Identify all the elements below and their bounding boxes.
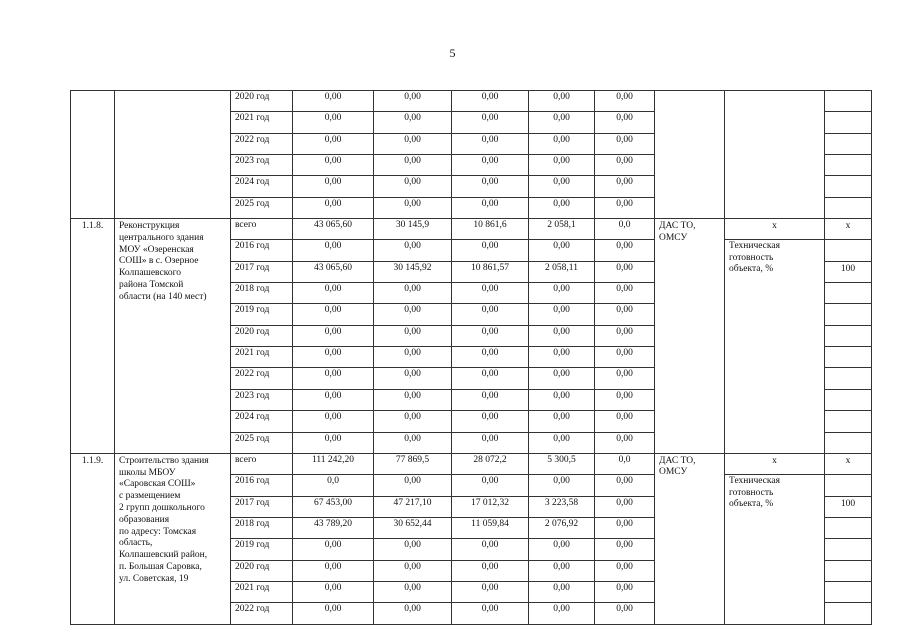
year-cell: всего [231, 219, 293, 240]
value-cell: 10 861,6 [452, 219, 529, 240]
value-cell: 0,00 [452, 411, 529, 432]
year-cell: 2021 год [231, 581, 293, 602]
value-cell: 77 869,5 [374, 453, 452, 474]
value-cell: 0,00 [595, 603, 655, 624]
value-cell: 0,00 [595, 496, 655, 517]
value-cell: 0,00 [293, 347, 374, 368]
value-cell: 0,00 [374, 411, 452, 432]
value-cell: 0,00 [293, 304, 374, 325]
indicator-value-cell [825, 240, 872, 261]
value-cell: 0,00 [452, 475, 529, 496]
indicator-value-cell [825, 155, 872, 176]
table-row [71, 91, 872, 112]
responsible-executor: ДАС ТО, ОМСУ [655, 219, 725, 454]
item-code: 1.1.9. [71, 453, 115, 624]
year-cell: 2021 год [231, 347, 293, 368]
indicator-value-cell [825, 560, 872, 581]
value-cell: 0,00 [374, 603, 452, 624]
indicator-name: Техническая готовность объекта, % [725, 475, 825, 624]
value-cell: 0,00 [529, 347, 595, 368]
value-cell: 3 223,58 [529, 496, 595, 517]
year-cell: 2021 год [231, 112, 293, 133]
value-cell: 0,00 [374, 240, 452, 261]
year-cell: 2017 год [231, 496, 293, 517]
year-cell: 2017 год [231, 261, 293, 282]
value-cell: 0,00 [529, 91, 595, 112]
year-cell: 2020 год [231, 560, 293, 581]
value-cell: 30 652,44 [374, 517, 452, 538]
value-cell: 0,00 [529, 133, 595, 154]
item-name-cell [115, 91, 231, 219]
value-cell: 0,00 [374, 475, 452, 496]
indicator-value-cell [825, 112, 872, 133]
responsible-cell [655, 91, 725, 219]
value-cell: 0,00 [374, 197, 452, 218]
indicator-value-cell [825, 283, 872, 304]
value-cell: 0,00 [595, 261, 655, 282]
value-cell: 0,00 [595, 432, 655, 453]
value-cell: 0,00 [452, 603, 529, 624]
indicator-value-cell [825, 475, 872, 496]
value-cell: 0,00 [452, 432, 529, 453]
value-cell: 111 242,20 [293, 453, 374, 474]
value-cell: 0,00 [529, 240, 595, 261]
value-cell: 0,00 [529, 155, 595, 176]
value-cell: 0,00 [293, 432, 374, 453]
value-cell: 17 012,32 [452, 496, 529, 517]
value-cell: 0,00 [374, 325, 452, 346]
value-cell: 0,00 [529, 283, 595, 304]
value-cell: 0,00 [595, 133, 655, 154]
value-cell: 0,00 [529, 539, 595, 560]
year-cell: 2024 год [231, 176, 293, 197]
value-cell: 0,00 [452, 325, 529, 346]
value-cell: 0,00 [374, 539, 452, 560]
value-cell: 0,00 [452, 240, 529, 261]
value-cell: 0,00 [293, 197, 374, 218]
indicator-value-cell [825, 133, 872, 154]
value-cell: 0,00 [374, 155, 452, 176]
indicator-value-cell [825, 368, 872, 389]
value-cell: 0,0 [293, 475, 374, 496]
value-cell: 30 145,9 [374, 219, 452, 240]
indicator-name-cell [725, 91, 825, 219]
value-cell: 0,00 [529, 432, 595, 453]
value-cell: 0,00 [529, 475, 595, 496]
value-cell: 0,00 [293, 240, 374, 261]
value-cell: 0,00 [374, 283, 452, 304]
value-cell: 0,00 [374, 112, 452, 133]
year-cell: 2023 год [231, 155, 293, 176]
value-cell: 0,00 [293, 389, 374, 410]
indicator-value-cell [825, 325, 872, 346]
value-cell: 0,00 [452, 539, 529, 560]
value-cell: 0,00 [452, 91, 529, 112]
value-cell: 0,00 [595, 240, 655, 261]
value-cell: 0,00 [595, 475, 655, 496]
value-cell: 0,00 [452, 155, 529, 176]
value-cell: 0,00 [293, 581, 374, 602]
year-cell: 2022 год [231, 133, 293, 154]
year-cell: 2018 год [231, 283, 293, 304]
value-cell: 2 058,1 [529, 219, 595, 240]
value-cell: 28 072,2 [452, 453, 529, 474]
value-cell: 30 145,92 [374, 261, 452, 282]
value-cell: 0,00 [595, 389, 655, 410]
year-cell: 2019 год [231, 304, 293, 325]
value-cell: 0,00 [374, 304, 452, 325]
value-cell: 0,00 [374, 347, 452, 368]
indicator-name: Техническая готовность объекта, % [725, 240, 825, 453]
indicator-value-cell [825, 432, 872, 453]
value-cell: 0,00 [293, 155, 374, 176]
value-cell: 0,00 [529, 560, 595, 581]
value-cell: 5 300,5 [529, 453, 595, 474]
value-cell: 0,00 [374, 133, 452, 154]
year-cell: 2018 год [231, 517, 293, 538]
year-cell: всего [231, 453, 293, 474]
indicator-first: х [725, 453, 825, 474]
value-cell: 0,00 [293, 112, 374, 133]
value-cell: 0,00 [374, 176, 452, 197]
year-cell: 2023 год [231, 389, 293, 410]
value-cell: 43 065,60 [293, 219, 374, 240]
indicator-value-cell [825, 347, 872, 368]
value-cell: 0,00 [293, 283, 374, 304]
indicator-value-cell [825, 411, 872, 432]
value-cell: 47 217,10 [374, 496, 452, 517]
value-cell: 0,00 [595, 581, 655, 602]
indicator-value-cell [825, 91, 872, 112]
year-cell: 2016 год [231, 240, 293, 261]
value-cell: 0,00 [293, 325, 374, 346]
year-cell: 2022 год [231, 368, 293, 389]
value-cell: 0,00 [374, 560, 452, 581]
value-cell: 0,00 [595, 325, 655, 346]
value-cell: 0,00 [374, 91, 452, 112]
value-cell: 0,00 [374, 432, 452, 453]
value-cell: 0,00 [293, 560, 374, 581]
value-cell: 0,00 [374, 389, 452, 410]
value-cell: 0,00 [529, 176, 595, 197]
value-cell: 2 076,92 [529, 517, 595, 538]
value-cell: 43 065,60 [293, 261, 374, 282]
value-cell: 0,00 [595, 539, 655, 560]
value-cell: 0,00 [595, 411, 655, 432]
value-cell: 0,00 [595, 197, 655, 218]
value-cell: 0,00 [452, 581, 529, 602]
value-cell: 0,00 [529, 368, 595, 389]
value-cell: 0,00 [452, 368, 529, 389]
value-cell: 0,00 [595, 517, 655, 538]
year-cell: 2025 год [231, 432, 293, 453]
value-cell: 0,00 [452, 560, 529, 581]
value-cell: 0,00 [452, 176, 529, 197]
value-cell: 0,00 [374, 368, 452, 389]
value-cell: 0,00 [293, 539, 374, 560]
value-cell: 0,00 [595, 304, 655, 325]
value-cell: 0,0 [595, 453, 655, 474]
indicator-value-cell [825, 197, 872, 218]
value-cell: 0,00 [529, 325, 595, 346]
value-cell: 0,00 [595, 112, 655, 133]
value-cell: 43 789,20 [293, 517, 374, 538]
value-cell: 0,00 [452, 304, 529, 325]
item-name: Реконструкция центрального здания МОУ «Озеренская СОШ» в с. Озерное Колпашевского района Томской области (на 140 мест) [115, 219, 231, 454]
indicator-first-value: х [825, 219, 872, 240]
value-cell: 0,00 [293, 176, 374, 197]
value-cell: 0,00 [595, 91, 655, 112]
indicator-value-cell [825, 389, 872, 410]
value-cell: 10 861,57 [452, 261, 529, 282]
value-cell: 0,00 [293, 91, 374, 112]
value-cell: 0,00 [452, 347, 529, 368]
value-cell: 0,00 [529, 411, 595, 432]
value-cell: 0,00 [452, 112, 529, 133]
item-name: Строительство здания школы МБОУ «Саровская СОШ» с размещением 2 групп дошкольного образования по адресу: Томская область, Колпашевский район, п. Большая Саровка, ул. Советская, 19 [115, 453, 231, 624]
value-cell: 0,00 [595, 560, 655, 581]
value-cell: 0,00 [374, 581, 452, 602]
value-cell: 0,00 [529, 304, 595, 325]
year-cell: 2024 год [231, 411, 293, 432]
value-cell: 11 059,84 [452, 517, 529, 538]
year-cell: 2019 год [231, 539, 293, 560]
indicator-first-value: х [825, 453, 872, 474]
table-row [71, 453, 872, 474]
value-cell: 0,00 [595, 347, 655, 368]
value-cell: 0,00 [595, 368, 655, 389]
value-cell: 0,00 [293, 368, 374, 389]
indicator-value-cell [825, 581, 872, 602]
indicator-value-cell [825, 517, 872, 538]
value-cell: 0,00 [293, 603, 374, 624]
value-cell: 0,00 [293, 411, 374, 432]
indicator-value-cell [825, 603, 872, 624]
value-cell: 0,00 [529, 603, 595, 624]
value-cell: 67 453,00 [293, 496, 374, 517]
value-cell: 0,00 [452, 389, 529, 410]
item-code-cell [71, 91, 115, 219]
value-cell: 0,00 [529, 389, 595, 410]
value-cell: 0,00 [529, 112, 595, 133]
indicator-value-cell [825, 176, 872, 197]
year-cell: 2020 год [231, 91, 293, 112]
page-number: 5 [449, 46, 456, 60]
indicator-value: 100 [825, 496, 872, 517]
value-cell: 0,0 [595, 219, 655, 240]
value-cell: 2 058,11 [529, 261, 595, 282]
value-cell: 0,00 [595, 283, 655, 304]
year-cell: 2022 год [231, 603, 293, 624]
table-row [71, 219, 872, 240]
indicator-first: х [725, 219, 825, 240]
year-cell: 2020 год [231, 325, 293, 346]
indicator-value-cell [825, 304, 872, 325]
value-cell: 0,00 [529, 197, 595, 218]
value-cell: 0,00 [452, 283, 529, 304]
value-cell: 0,00 [452, 197, 529, 218]
value-cell: 0,00 [595, 176, 655, 197]
value-cell: 0,00 [595, 155, 655, 176]
year-cell: 2016 год [231, 475, 293, 496]
indicator-value-cell [825, 539, 872, 560]
budget-table [70, 90, 872, 625]
value-cell: 0,00 [293, 133, 374, 154]
responsible-executor: ДАС ТО, ОМСУ [655, 453, 725, 624]
indicator-value: 100 [825, 261, 872, 282]
item-code: 1.1.8. [71, 219, 115, 454]
year-cell: 2025 год [231, 197, 293, 218]
value-cell: 0,00 [529, 581, 595, 602]
value-cell: 0,00 [452, 133, 529, 154]
